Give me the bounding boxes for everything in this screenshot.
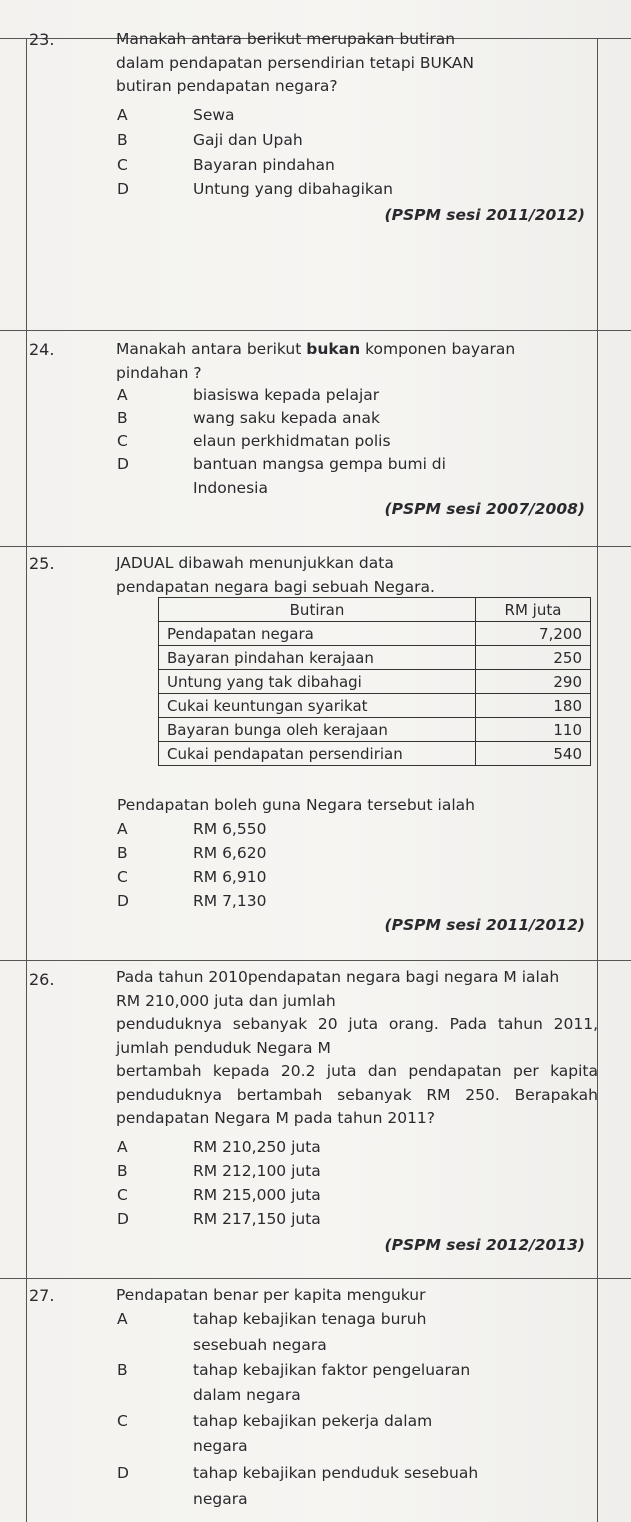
divider xyxy=(0,1278,631,1279)
stem-line: bertambah kepada 20.2 juta dan pendapatan per kapita xyxy=(116,1062,598,1080)
option-text: RM 7,130 xyxy=(193,892,267,910)
question-number: 27. xyxy=(29,1286,55,1305)
stem-line: dalam pendapatan persendirian tetapi BUKAN xyxy=(116,53,474,72)
option-letter: C xyxy=(117,1186,128,1204)
column-header: RM juta xyxy=(476,598,591,622)
source-citation: (PSPM sesi 2007/2008) xyxy=(384,500,585,518)
row-value: 180 xyxy=(476,694,591,718)
stem-line: pindahan ? xyxy=(116,363,202,382)
option-letter: B xyxy=(117,131,128,149)
option-text-continued: negara xyxy=(193,1437,248,1455)
stem-line: JADUAL dibawah menunjukkan data xyxy=(116,554,394,572)
row-value: 7,200 xyxy=(476,622,591,646)
option-letter: A xyxy=(117,386,128,404)
stem-line: penduduknya sebanyak 20 juta orang. Pada tahun 2011, xyxy=(116,1015,598,1033)
option-letter: B xyxy=(117,409,128,427)
table-row xyxy=(159,670,591,694)
option-letter: D xyxy=(117,455,129,473)
question-stem xyxy=(116,28,474,99)
option-text: tahap kebajikan tenaga buruh xyxy=(193,1310,427,1328)
income-table xyxy=(158,597,591,766)
option-letter: A xyxy=(117,106,128,124)
table-row xyxy=(159,718,591,742)
source-citation: (PSPM sesi 2012/2013) xyxy=(384,1236,585,1254)
option-text-continued: dalam negara xyxy=(193,1386,301,1404)
option-letter: A xyxy=(117,1138,128,1156)
option-text: tahap kebajikan faktor pengeluaran xyxy=(193,1361,471,1379)
stem-line: Manakah antara berikut merupakan butiran xyxy=(116,30,456,48)
option-letter: C xyxy=(117,1412,128,1430)
divider xyxy=(0,330,631,331)
question-number: 25. xyxy=(29,554,55,573)
option-letter: B xyxy=(117,844,128,862)
option-text: tahap kebajikan penduduk sesebuah xyxy=(193,1464,479,1482)
row-value: 110 xyxy=(476,718,591,742)
stem-line: pendapatan Negara M pada tahun 2011? xyxy=(116,1109,436,1127)
divider xyxy=(0,546,631,547)
stem-text: komponen bayaran xyxy=(360,340,516,358)
option-text: RM 217,150 juta xyxy=(193,1210,321,1228)
question-number: 23. xyxy=(29,30,55,49)
option-text: wang saku kepada anak xyxy=(193,409,380,427)
table-row xyxy=(159,622,591,646)
option-text: elaun perkhidmatan polis xyxy=(193,432,391,450)
question-number: 26. xyxy=(29,970,55,989)
stem-line: jumlah penduduk Negara M xyxy=(116,1038,331,1057)
left-border xyxy=(26,38,27,1522)
option-letter: D xyxy=(117,1464,129,1482)
option-letter: B xyxy=(117,1162,128,1180)
option-text: RM 212,100 juta xyxy=(193,1162,321,1180)
right-border xyxy=(597,38,598,1522)
option-letter: D xyxy=(117,180,129,198)
option-text-continued: negara xyxy=(193,1490,248,1508)
row-label: Bayaran bunga oleh kerajaan xyxy=(159,718,476,742)
option-text: RM 215,000 juta xyxy=(193,1186,321,1204)
table-row xyxy=(159,742,591,766)
option-letter: C xyxy=(117,432,128,450)
option-text: RM 6,620 xyxy=(193,844,267,862)
question-stem xyxy=(116,552,435,599)
option-letter: B xyxy=(117,1361,128,1379)
row-label: Cukai pendapatan persendirian xyxy=(159,742,476,766)
question-prompt: Pendapatan boleh guna Negara tersebut ialah xyxy=(117,796,475,814)
option-text: tahap kebajikan pekerja dalam xyxy=(193,1412,433,1430)
stem-line xyxy=(116,338,515,362)
table-header-row xyxy=(159,598,591,622)
option-text: Bayaran pindahan xyxy=(193,156,335,174)
question-number: 24. xyxy=(29,340,55,359)
stem-bold-word: bukan xyxy=(306,340,361,358)
stem-line: butiran pendapatan negara? xyxy=(116,77,338,95)
option-letter: D xyxy=(117,1210,129,1228)
option-text: Untung yang dibahagikan xyxy=(193,180,393,198)
option-letter: C xyxy=(117,156,128,174)
row-value: 540 xyxy=(476,742,591,766)
option-letter: A xyxy=(117,820,128,838)
option-text: Sewa xyxy=(193,106,235,124)
divider xyxy=(0,960,631,961)
option-text: RM 6,910 xyxy=(193,868,267,886)
stem-line: penduduknya bertambah sebanyak RM 250. Berapakah xyxy=(116,1085,598,1104)
question-stem xyxy=(116,1284,426,1308)
option-text: biasiswa kepada pelajar xyxy=(193,386,380,404)
table-row xyxy=(159,694,591,718)
stem-line: Pada tahun 2010pendapatan negara bagi negara M ialah xyxy=(116,968,560,986)
option-text: bantuan mangsa gempa bumi di xyxy=(193,455,446,473)
stem-line: pendapatan negara bagi sebuah Negara. xyxy=(116,577,435,596)
row-label: Pendapatan negara xyxy=(159,622,476,646)
table-row xyxy=(159,646,591,670)
row-value: 250 xyxy=(476,646,591,670)
stem-text: Manakah antara berikut xyxy=(116,340,307,358)
option-text: RM 6,550 xyxy=(193,820,267,838)
option-letter: A xyxy=(117,1310,128,1328)
question-stem xyxy=(116,966,598,1131)
option-letter: D xyxy=(117,892,129,910)
option-letter: C xyxy=(117,868,128,886)
option-text: Gaji dan Upah xyxy=(193,131,303,149)
row-label: Untung yang tak dibahagi xyxy=(159,670,476,694)
option-text: RM 210,250 juta xyxy=(193,1138,321,1156)
source-citation: (PSPM sesi 2011/2012) xyxy=(384,206,585,224)
stem-line: RM 210,000 juta dan jumlah xyxy=(116,991,336,1010)
row-value: 290 xyxy=(476,670,591,694)
stem-line: Pendapatan benar per kapita mengukur xyxy=(116,1286,426,1304)
source-citation: (PSPM sesi 2011/2012) xyxy=(384,916,585,934)
option-text-continued: Indonesia xyxy=(193,479,268,497)
column-header: Butiran xyxy=(159,598,476,622)
row-label: Cukai keuntungan syarikat xyxy=(159,694,476,718)
question-stem xyxy=(116,338,515,385)
row-label: Bayaran pindahan kerajaan xyxy=(159,646,476,670)
option-text-continued: sesebuah negara xyxy=(193,1336,327,1354)
